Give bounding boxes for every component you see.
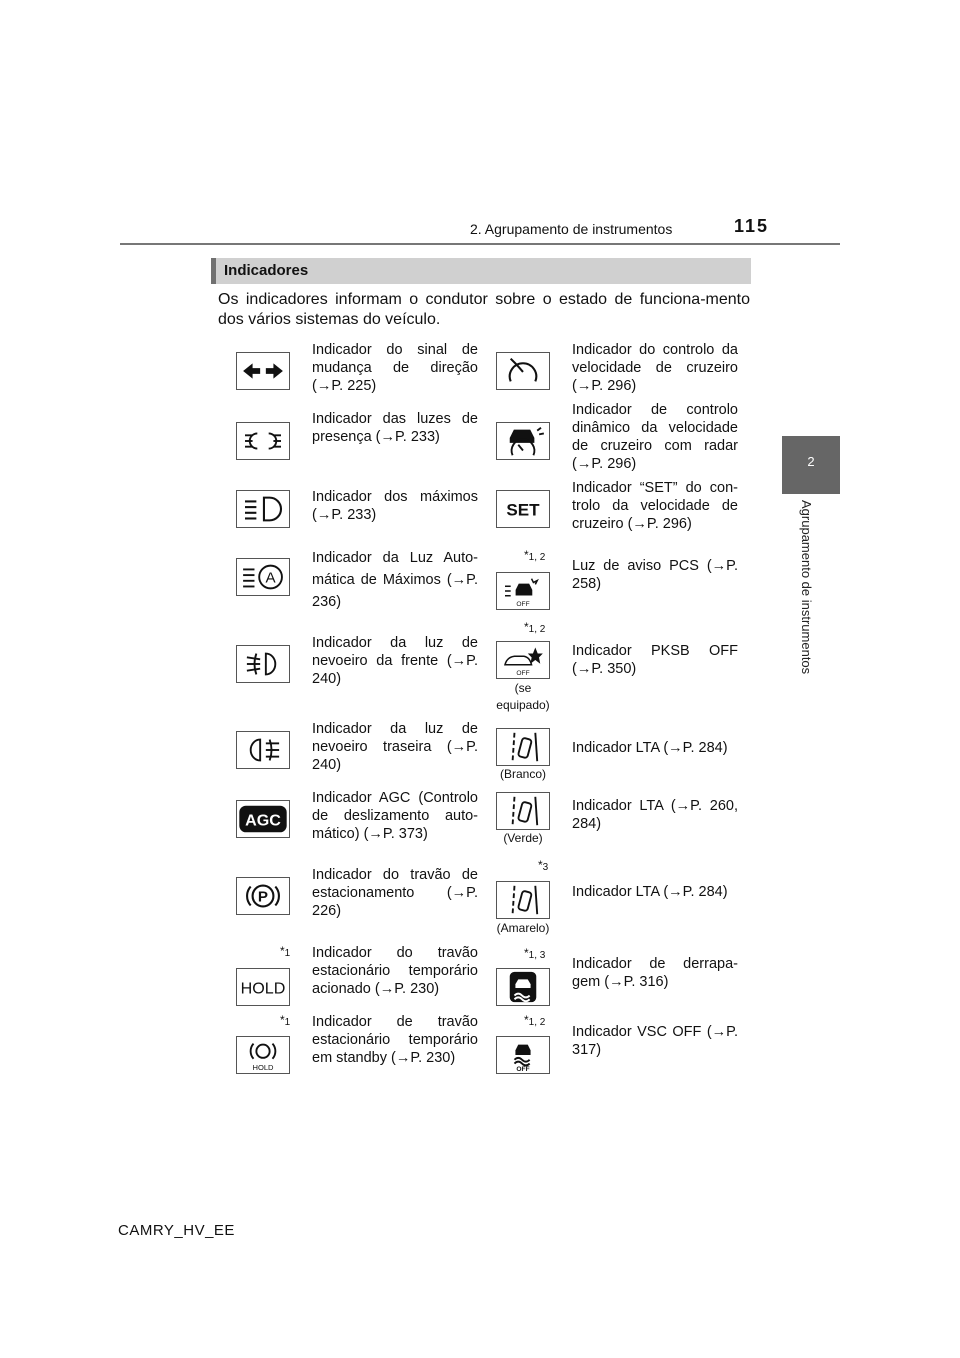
rear-fog-icon [236,731,290,769]
section-title: Indicadores [224,262,309,279]
right-desc-8: Indicador LTA (→P. 284) [572,884,728,900]
right-note-4: $*_{1, 2}$ [524,548,546,563]
left-desc-9: Indicador do travão estacionário temporário acionado (→P. 230) [312,945,478,997]
left-desc-1: Indicador do sinal de mudança de direção (→P. 225) [312,342,478,394]
cruise-control-icon [496,352,550,390]
lta-white-icon [496,728,550,766]
right-caption-5: (se equipado) [496,681,550,712]
pcs-warning-icon [496,572,550,610]
left-desc-7: Indicador AGC (Controlo de deslizamento auto-mático) (→P. 373) [312,790,478,842]
left-desc-8: Indicador do travão de estacionamento (→P. 226) [312,867,478,919]
right-caption-8: (Amarelo) [496,921,550,935]
agc-icon-label: AGC [245,811,281,830]
agc-icon [236,800,290,838]
high-beam-icon [236,490,290,528]
model-code: CAMRY_HV_EE [118,1222,235,1239]
chapter-tab-label: Agrupamento de instrumentos [799,500,814,675]
slip-indicator-icon [496,968,550,1006]
vsc-off-label: OFF [516,1066,530,1073]
parking-brake-icon [236,877,290,915]
front-fog-icon [236,645,290,683]
right-desc-6: Indicador LTA (→P. 284) [572,740,728,756]
hold-icon [236,968,290,1006]
lta-green-icon [496,792,550,830]
radar-cruise-icon [496,422,550,460]
hold-icon-label: HOLD [240,979,286,998]
right-desc-3: Indicador “SET” do con-trolo da velocidade de cruzeiro (→P. 296) [572,480,738,532]
header-rule [120,243,840,245]
right-caption-6: (Branco) [499,767,546,781]
left-note-9: $*_1$ [280,944,291,959]
right-desc-2: Indicador de controlo dinâmico da velocidade de cruzeiro com radar (→P. 296) [572,402,738,472]
right-desc-5: Indicador PKSB OFF (→P. 350) [572,643,738,677]
left-desc-2: Indicador das luzes de presença (→P. 233) [312,411,478,445]
section-intro: Os indicadores informam o condutor sobre o estado de funciona-mento dos vários sistemas do veículo. [218,291,750,328]
lta-amber-icon [496,881,550,919]
left-desc-5: Indicador da luz de nevoeiro da frente (→P. 240) [312,635,478,687]
position-lights-icon [236,422,290,460]
right-desc-10: Indicador VSC OFF (→P. 317) [572,1024,738,1058]
section-heading-bar [211,258,751,284]
right-note-5: $*_{1, 2}$ [524,620,546,635]
left-note-10: $*_1$ [280,1013,291,1028]
page-number: 115 [734,216,770,236]
right-caption-7: (Verde) [503,831,543,845]
pksb-off-label: OFF [516,670,530,678]
pksb-off-icon [496,641,550,679]
right-note-10: $*_{1, 2}$ [524,1013,546,1028]
auto-high-beam-icon [236,558,290,596]
right-note-9: $*_{1, 3}$ [524,946,546,961]
hold-standby-icon [236,1036,290,1074]
left-desc-6: Indicador da luz de nevoeiro traseira (→P. 240) [312,721,478,773]
chapter-tab-number: 2 [807,454,815,469]
set-icon [496,490,550,528]
right-desc-7: Indicador LTA (→P. 260, 284) [572,798,738,832]
running-header-section: 2. Agrupamento de instrumentos [470,221,673,237]
vsc-off-icon [496,1036,550,1074]
right-note-8: $*_3$ [538,858,549,873]
left-desc-10: Indicador de travão estacionário temporário em standby (→P. 230) [312,1014,478,1066]
right-desc-4: Luz de aviso PCS (→P. 258) [572,558,738,592]
set-icon-label: SET [506,500,540,520]
left-desc-4: Indicador da Luz Auto-mática de Máximos (→P. 236) [312,550,478,610]
left-desc-3: Indicador dos máximos (→P. 233) [312,489,478,523]
chapter-tab [782,436,840,494]
svg-text:P: P [257,888,269,906]
hold-standby-icon-label: HOLD [252,1063,274,1073]
turn-signal-icon [236,352,290,390]
right-desc-9: Indicador de derrapa-gem (→P. 316) [572,956,738,990]
pcs-off-label: OFF [516,601,530,609]
right-desc-1: Indicador do controlo da velocidade de cruzeiro (→P. 296) [572,342,738,394]
svg-text:A: A [265,569,276,587]
